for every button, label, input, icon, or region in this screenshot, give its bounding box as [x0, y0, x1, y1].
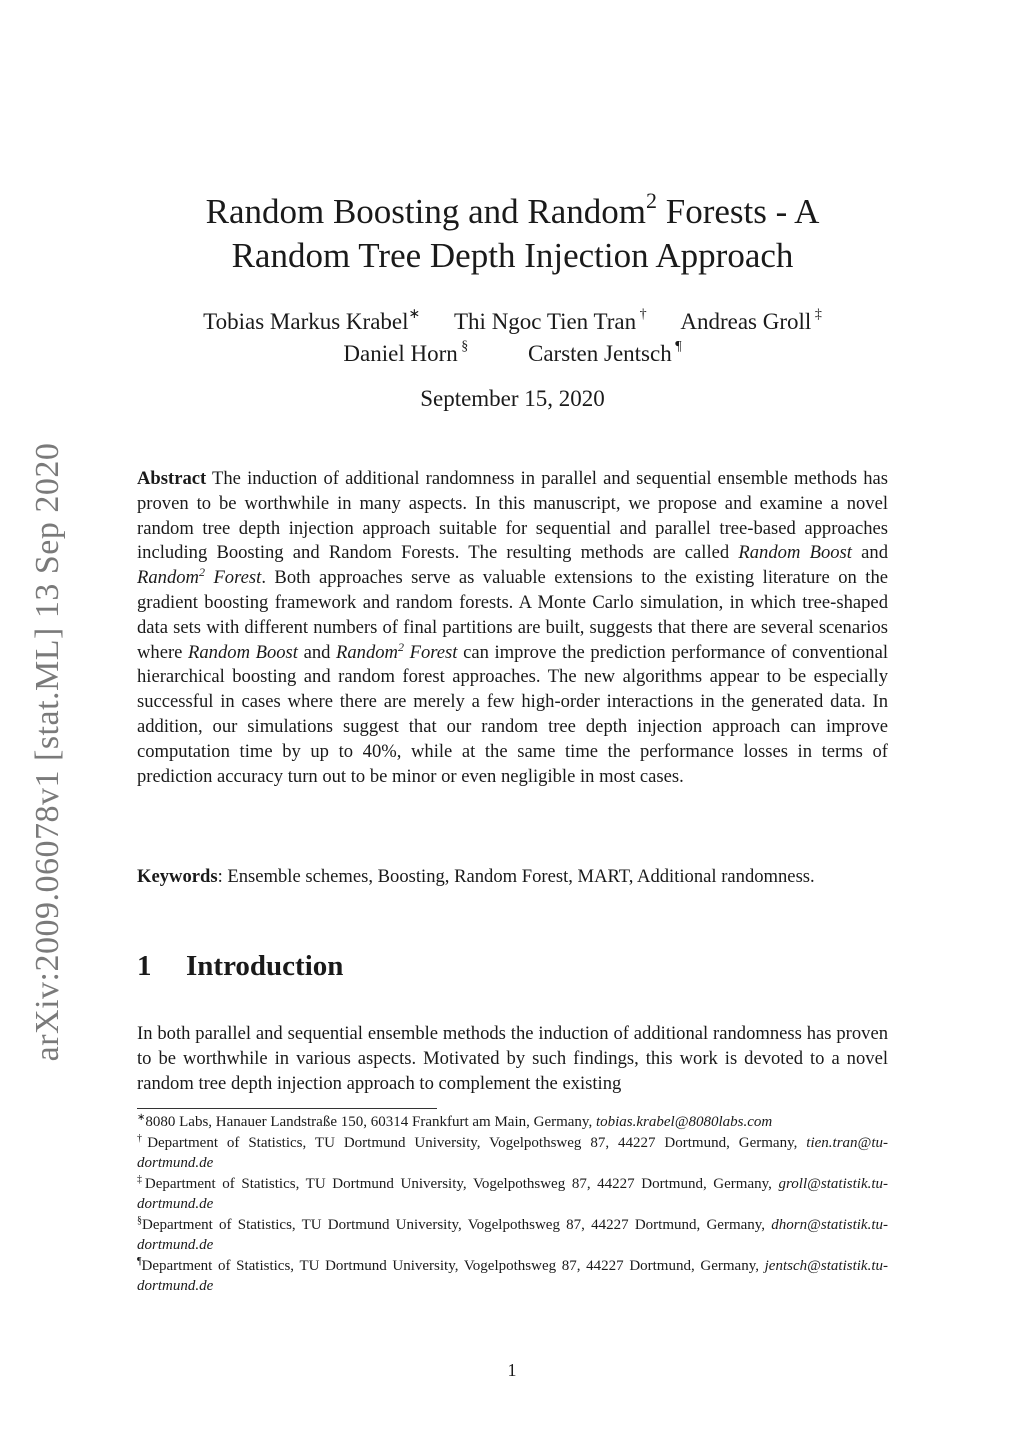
email-link[interactable]: dhorn@statistik.tu-dortmund.de — [137, 1216, 888, 1253]
footnote-mark[interactable]: § — [457, 339, 469, 355]
footnote: §Department of Statistics, TU Dortmund University, Vogelpothsweg 87, 44227 Dortmund, Germany, dhorn@statistik.tu-dortmund.de — [137, 1214, 888, 1253]
author-row-1 — [137, 306, 888, 338]
author-row-2 — [137, 338, 888, 370]
footnote-mark[interactable]: ¶ — [671, 339, 682, 355]
footnote-mark[interactable]: ∗ — [408, 307, 421, 323]
section-number: 1 — [137, 950, 152, 982]
email-link[interactable]: groll@statistik.tu-dortmund.de — [137, 1175, 889, 1212]
keywords: Keywords: Ensemble schemes, Boosting, Random Forest, MART, Additional randomness. — [137, 866, 815, 887]
section-heading — [137, 950, 343, 983]
footnote-mark[interactable]: † — [636, 307, 647, 323]
footnote: ‡Department of Statistics, TU Dortmund University, Vogelpothsweg 87, 44227 Dortmund, Germany, groll@statistik.tu-dortmund.de — [137, 1173, 889, 1212]
introduction-paragraph: In both parallel and sequential ensemble methods the induction of additional randomness has proven to be worthwhile in various aspects. Motivated by such findings, this work is devoted to a novel random tree depth injection approach to complement the existing — [137, 1023, 888, 1094]
page-number: 1 — [507, 1360, 517, 1380]
author: Carsten Jentsch ¶ — [528, 339, 682, 366]
abstract: Abstract The induction of additional randomness in parallel and sequential ensemble methods has proven to be worthwhile in many aspects. In this manuscript, we propose and examine a novel random tree depth injection approach suitable for sequential and parallel tree-based approaches including Boosting and Random Forests. The resulting methods are called Random Boost and Random$^2$ Forest. Both approaches serve as valuable extensions to the existing literature on the gradient boosting framework and random forests. A Monte Carlo simulation, in which tree-shaped data sets with different numbers of final partitions are built, suggests that there are several scenarios where Random Boost and Random$^2$ Forest can improve the prediction performance of conventional hierarchical boosting and random forest approaches. The new algorithms appear to be especially successful in cases where there are merely a few high-order interactions in the generated data. In addition, our simulations suggest that our random tree depth injection approach can improve computation time by up to 40%, while at the same time the performance losses in terms of prediction accuracy turn out to be minor or even negligible in most cases. — [137, 468, 888, 787]
keywords-label: Keywords — [137, 866, 218, 887]
author: Daniel Horn § — [343, 339, 469, 366]
footnote-divider — [137, 1108, 437, 1109]
author: Tobias Markus Krabel∗ — [203, 307, 421, 334]
author: Andreas Groll ‡ — [680, 307, 822, 334]
footnote: ∗8080 Labs, Hanauer Landstraße 150, 60314 Frankfurt am Main, Germany, tobias.krabel@8080labs.com — [137, 1112, 773, 1130]
paper-title — [137, 190, 888, 278]
arxiv-identifier[interactable]: arXiv:2009.06078v1 [stat.ML] 13 Sep 2020 — [29, 442, 66, 1062]
abstract-label: Abstract — [137, 468, 207, 489]
footnote-mark[interactable]: ‡ — [811, 307, 822, 323]
title-line-1: Random Boosting and Random$^2$ Forests - A — [205, 188, 820, 231]
author: Thi Ngoc Tien Tran † — [454, 307, 647, 334]
title-line-2: Random Tree Depth Injection Approach — [231, 236, 794, 275]
email-link[interactable]: tobias.krabel@8080labs.com — [595, 1114, 773, 1130]
section-title: Introduction — [186, 950, 344, 982]
footnote: ¶Department of Statistics, TU Dortmund University, Vogelpothsweg 87, 44227 Dortmund, Germany, jentsch@statistik.tu-dortmund.de — [137, 1255, 888, 1294]
email-link[interactable]: tien.tran@tu-dortmund.de — [137, 1134, 889, 1171]
footnotes — [137, 1112, 888, 1297]
email-link[interactable]: jentsch@statistik.tu-dortmund.de — [137, 1257, 888, 1294]
footnote: †Department of Statistics, TU Dortmund University, Vogelpothsweg 87, 44227 Dortmund, Germany, tien.tran@tu-dortmund.de — [137, 1132, 889, 1171]
author-list — [137, 306, 888, 370]
publication-date: September 15, 2020 — [420, 386, 605, 411]
